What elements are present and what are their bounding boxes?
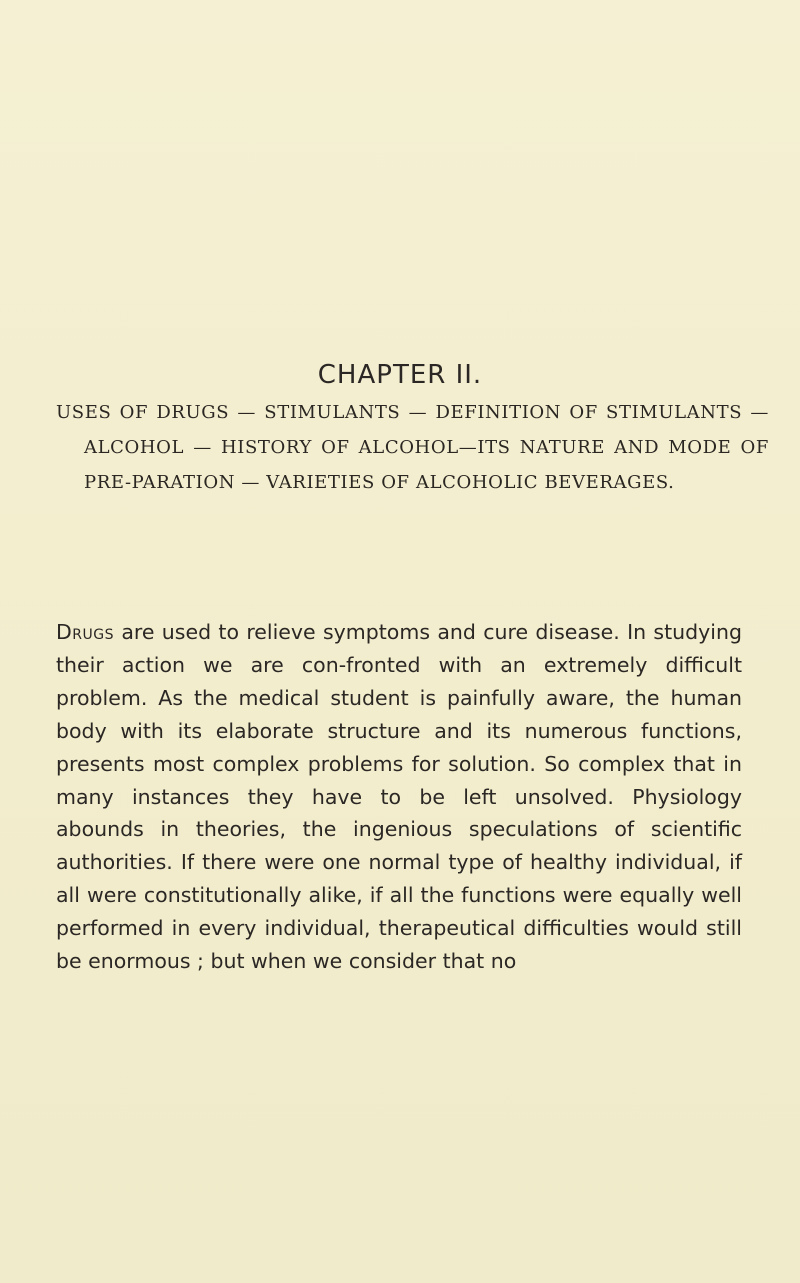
chapter-heading: CHAPTER II. <box>317 360 483 390</box>
chapter-summary: USES OF DRUGS — STIMULANTS — DEFINITION OF STIMULANTS — ALCOHOL — HISTORY OF ALCOHOL—ITS NATURE AND MODE OF PRE-PARATION — VARIETIES OF ALCOHOLIC BEVERAGES. <box>56 402 769 493</box>
paragraph-text: are used to relieve symptoms and cure disease. In studying their action we are con-fronted with an extremely difficult problem. As the medical student is painfully aware, the human body with its elaborate structure and its numerous functions, presents most complex problems for solution. So complex that in many instances they have to be left unsolved. Physiology abounds in theories, the ingenious speculations of scientific authorities. If there were one normal type of healthy individual, if all were constitutionally alike, if all the functions were equally well performed in every individual, therapeutical difficulties would still be enormous ; but when we consider that no <box>56 620 742 974</box>
body-paragraph <box>56 616 742 978</box>
lead-word: Drugs <box>56 620 114 644</box>
